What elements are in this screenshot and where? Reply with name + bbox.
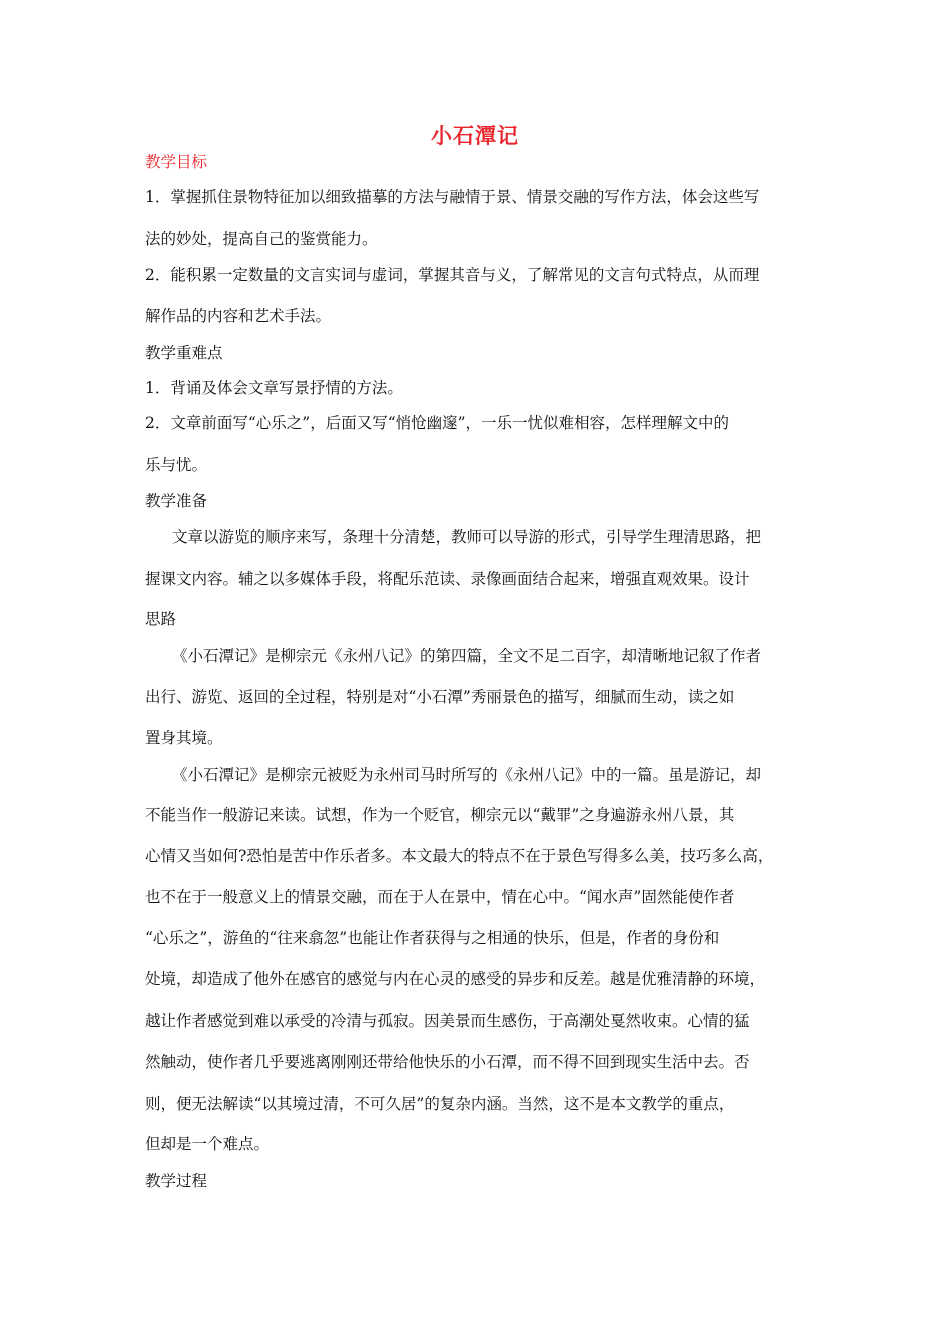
preparation-line: 思路 [145,610,177,628]
goal-line: 法的妙处，提高自己的鉴赏能力。 [145,230,378,248]
design-paragraph-line: 《小石潭记》是柳宗元《永州八记》的第四篇，全文不足二百字，却清晰地记叙了作者 [172,647,762,665]
design-paragraph-line: 处境，却造成了他外在感官的感觉与内在心灵的感受的异步和反差。越是优雅清静的环境， [145,970,766,988]
design-paragraph-line: 置身其境。 [145,729,223,747]
design-paragraph-line: 心情又当如何?恐怕是苦中作乐者多。本文最大的特点不在于景色写得多么美，技巧多么高， [145,847,774,865]
preparation-line: 文章以游览的顺序来写，条理十分清楚，教师可以导游的形式，引导学生理清思路，把 [172,528,762,546]
design-paragraph-line: 也不在于一般意义上的情景交融，而在于人在景中，情在心中。“闻水声”固然能使作者 [145,888,735,906]
design-paragraph-line: 但却是一个难点。 [145,1135,270,1153]
design-paragraph-line: 然触动，使作者几乎要逃离刚刚还带给他快乐的小石潭，而不得不回到现实生活中去。否 [145,1053,750,1071]
design-paragraph-line: 越让作者感觉到难以承受的冷清与孤寂。因美景而生感伤，于高潮处戛然收束。心情的猛 [145,1012,750,1030]
key-point-line: 1．背诵及体会文章写景抒情的方法。 [145,379,403,397]
design-paragraph-line: 出行、游览、返回的全过程，特别是对“小石潭”秀丽景色的描写，细腻而生动，读之如 [145,688,735,706]
design-paragraph-line: 不能当作一般游记来读。试想，作为一个贬官，柳宗元以“戴罪”之身遍游永州八景，其 [145,806,735,824]
preparation-line: 握课文内容。辅之以多媒体手段，将配乐范读、录像画面结合起来，增强直观效果。设计 [145,570,750,588]
design-paragraph-line: 则，便无法解读“以其境过清，不可久居”的复杂内涵。当然，这不是本文教学的重点， [145,1095,735,1113]
section-heading-goals: 教学目标 [145,153,208,171]
document-title: 小石潭记 [431,123,519,148]
section-heading-preparation: 教学准备 [145,492,208,510]
goal-line: 2．能积累一定数量的文言实词与虚词，掌握其音与义，了解常见的文言句式特点，从而理 [145,266,760,284]
goal-line: 解作品的内容和艺术手法。 [145,307,332,325]
design-paragraph-line: 《小石潭记》是柳宗元被贬为永州司马时所写的《永州八记》中的一篇。虽是游记，却 [172,766,762,784]
goal-line: 1．掌握抓住景物特征加以细致描摹的方法与融情于景、情景交融的写作方法，体会这些写 [145,188,760,206]
section-heading-key-points: 教学重难点 [145,344,223,362]
key-point-line: 2．文章前面写“心乐之”，后面又写“悄怆幽邃”，一乐一忧似难相容，怎样理解文中的 [145,414,730,432]
section-heading-process: 教学过程 [145,1172,208,1190]
key-point-line: 乐与忧。 [145,456,208,474]
design-paragraph-line: “心乐之”，游鱼的“往来翕忽”也能让作者获得与之相通的快乐，但是，作者的身份和 [145,929,720,947]
